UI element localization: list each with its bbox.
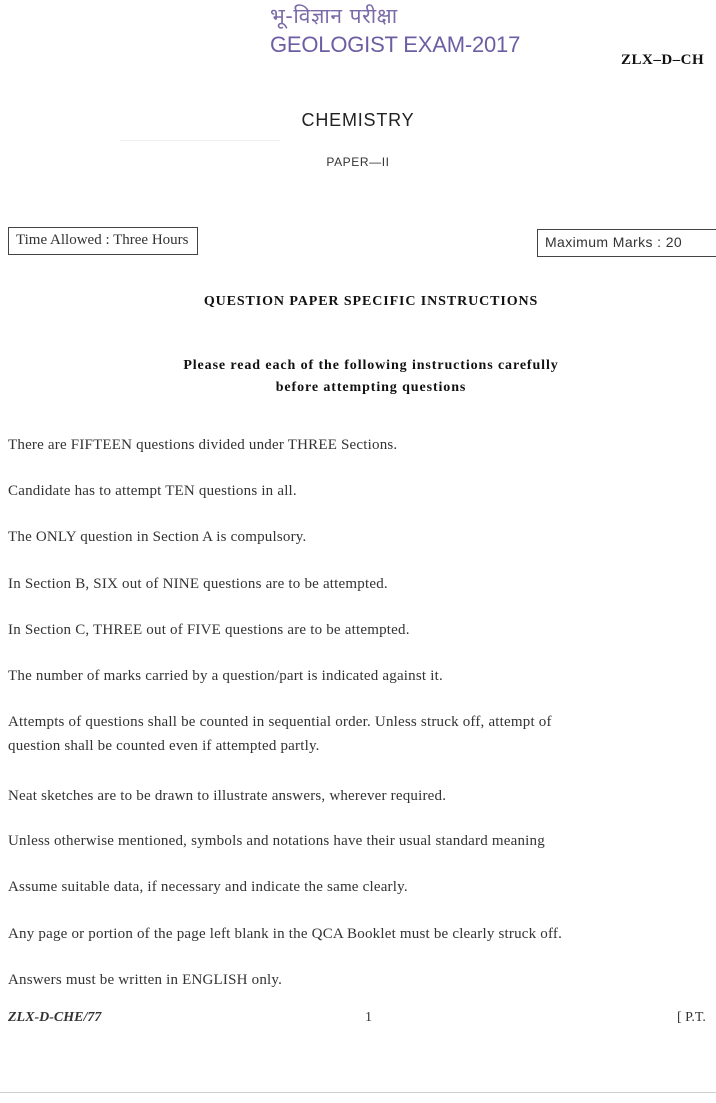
instruction-item: Neat sketches are to be drawn to illustrate answers, wherever required.	[8, 788, 447, 804]
instruction-item: There are FIFTEEN questions divided under THREE Sections.	[8, 437, 398, 453]
instructions-heading: QUESTION PAPER SPECIFIC INSTRUCTIONS	[203, 294, 539, 309]
instruction-item: Answers must be written in ENGLISH only.	[8, 972, 283, 988]
instruction-item: In Section C, THREE out of FIVE questions are to be attempted.	[8, 622, 410, 638]
please-turn-over: [ P.T.	[677, 1010, 706, 1025]
instruction-item: Any page or portion of the page left blank in the QCA Booklet must be clearly struck off.	[8, 926, 563, 942]
instruction-item: Attempts of questions shall be counted in sequential order. Unless struck off, attempt of	[8, 714, 552, 730]
subject-title: CHEMISTRY	[301, 110, 415, 130]
time-allowed-box: Time Allowed : Three Hours	[8, 227, 198, 255]
instruction-item: Assume suitable data, if necessary and indicate the same clearly.	[8, 879, 408, 895]
instruction-item: The ONLY question in Section A is compulsory.	[8, 529, 307, 545]
instruction-item: In Section B, SIX out of NINE questions are to be attempted.	[8, 576, 388, 592]
maximum-marks-box: Maximum Marks : 20	[537, 229, 716, 257]
exam-stamp: GEOLOGIST EXAM-2017	[270, 32, 521, 57]
paper-number: PAPER—II	[326, 155, 390, 169]
footer-paper-code: ZLX-D-CHE/77	[8, 1010, 102, 1025]
paper-code: ZLX–D–CH	[621, 52, 705, 68]
instruction-item: Candidate has to attempt TEN questions in all.	[8, 483, 297, 499]
instructions-subheading-line-1: Please read each of the following instructions carefully	[183, 358, 559, 373]
hindi-exam-title: भू-विज्ञान परीक्षा	[270, 4, 398, 28]
instruction-item: The number of marks carried by a question/part is indicated against it.	[8, 668, 443, 684]
page-number: 1	[365, 1010, 372, 1025]
instruction-item-continued: question shall be counted even if attempted partly.	[8, 738, 320, 754]
instruction-item: Unless otherwise mentioned, symbols and notations have their usual standard meaning	[8, 833, 545, 849]
scan-mark	[120, 140, 280, 141]
instructions-subheading-line-2: before attempting questions	[275, 380, 467, 395]
bottom-rule	[0, 1092, 716, 1093]
